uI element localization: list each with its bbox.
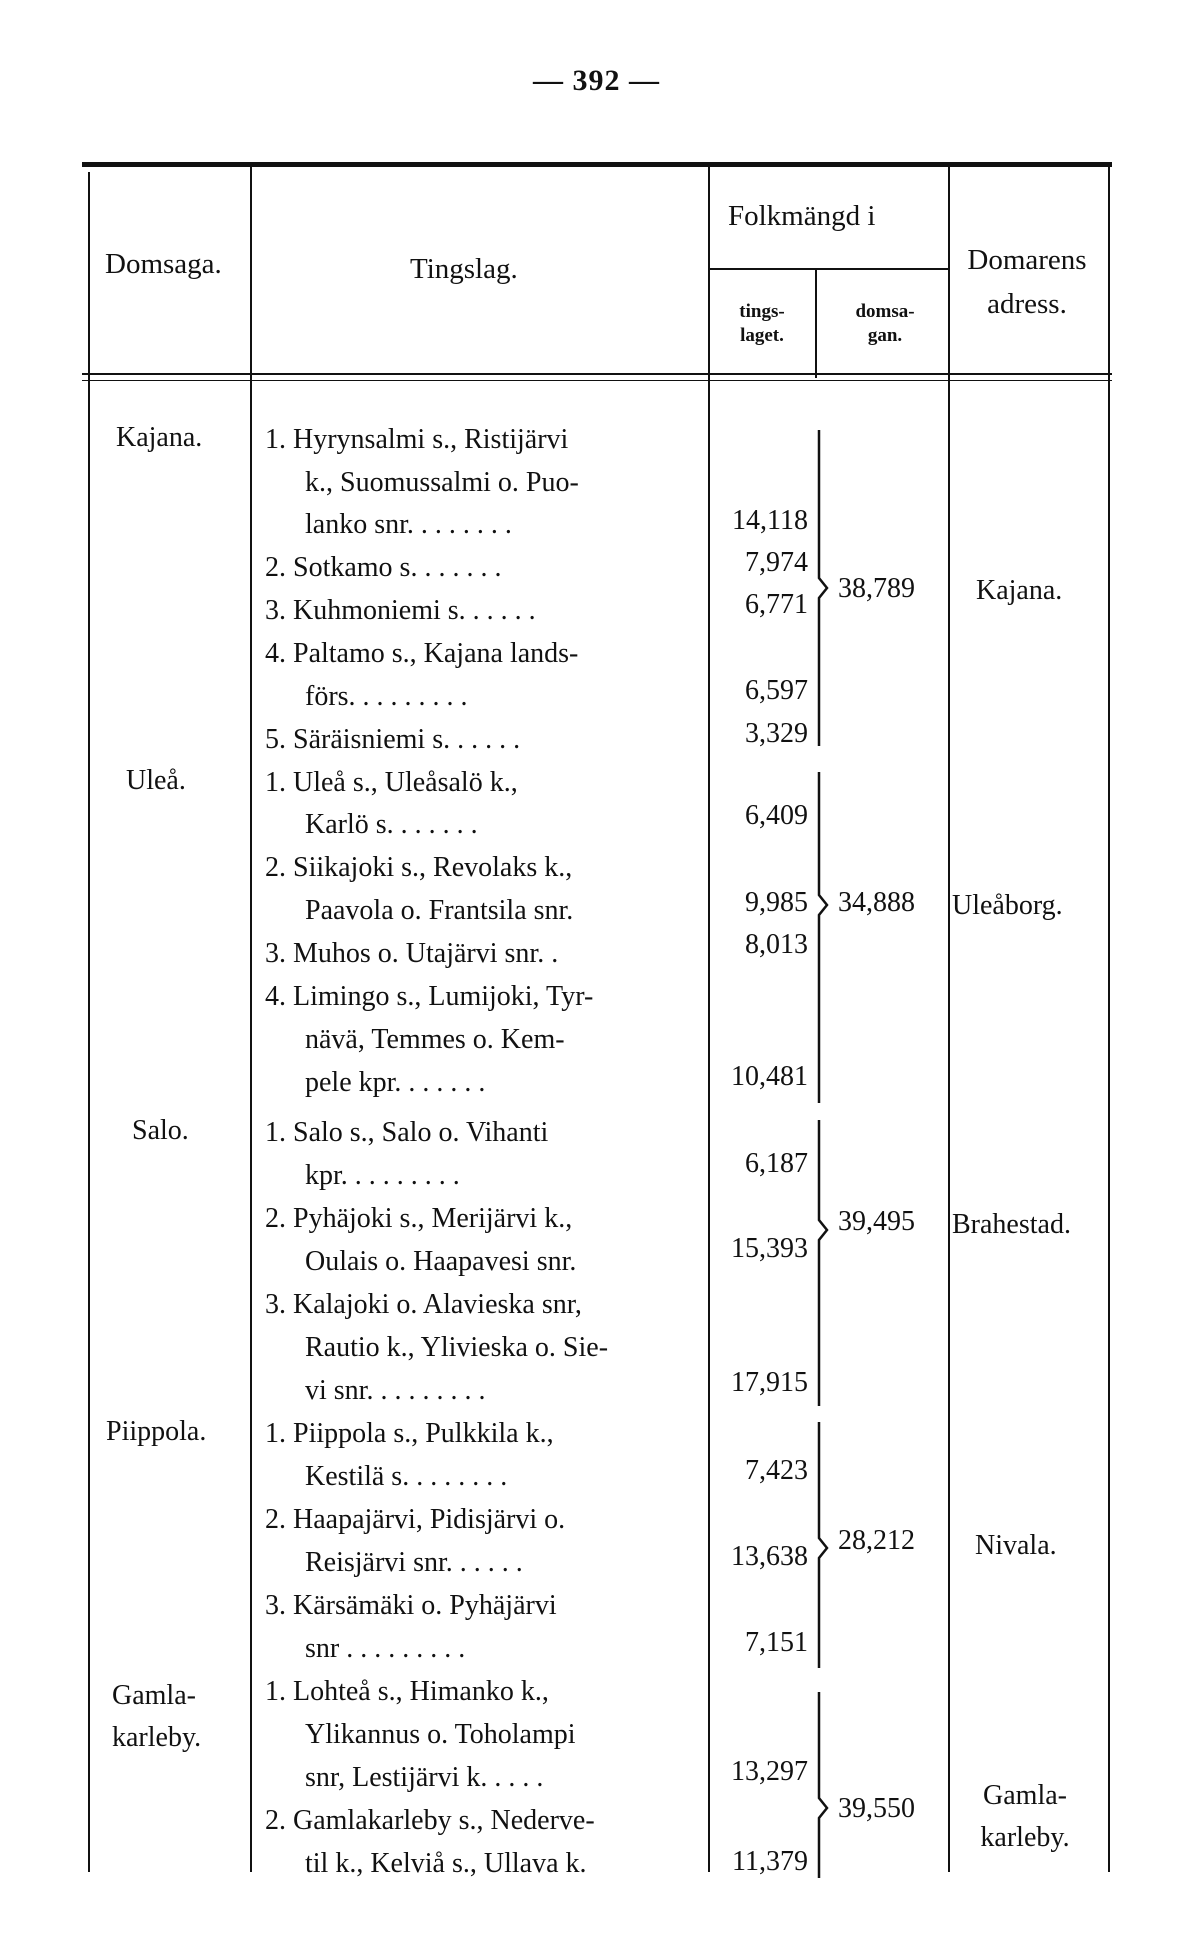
group-brace <box>815 428 831 748</box>
header-tingslaget: tings- laget. <box>739 301 785 346</box>
tingslag-line: 4. Limingo s., Lumijoki, Tyr- <box>265 981 594 1012</box>
domsaga-total: 34,888 <box>838 887 915 918</box>
col-rule-domsagan <box>948 167 950 1872</box>
group-brace <box>815 770 831 1105</box>
tingslag-line: 5. Säräisniemi s. . . . . . <box>265 724 521 755</box>
tingslag-line: förs. . . . . . . . . <box>305 681 468 712</box>
tingslag-population: 9,985 <box>745 887 808 918</box>
domsaga-name: Piippola. <box>106 1416 207 1447</box>
tingslag-population: 10,481 <box>731 1061 808 1092</box>
group-brace <box>815 1118 831 1408</box>
header-domarens-adress: Domarens adress. <box>967 244 1087 320</box>
tingslag-line: vi snr. . . . . . . . . <box>305 1375 486 1406</box>
col-rule-left <box>88 172 90 1872</box>
tingslag-population: 6,409 <box>745 800 808 831</box>
header-bottom-rule <box>82 373 1112 375</box>
tingslag-line: snr, Lestijärvi k. . . . . <box>305 1762 544 1793</box>
domsaga-total: 39,550 <box>838 1793 915 1824</box>
tingslag-line: nävä, Temmes o. Kem- <box>305 1024 565 1055</box>
tingslag-line: 2. Gamlakarleby s., Nederve- <box>265 1805 595 1836</box>
tingslag-line: lanko snr. . . . . . . . <box>305 509 512 540</box>
tingslag-line: Kestilä s. . . . . . . . <box>305 1461 508 1492</box>
domarens-adress: Kajana. <box>976 575 1063 606</box>
domsaga-name: Uleå. <box>126 765 186 796</box>
tingslag-line: Rautio k., Ylivieska o. Sie- <box>305 1332 609 1363</box>
tingslag-population: 6,187 <box>745 1148 808 1179</box>
col-rule-tingslaget <box>815 270 817 378</box>
domarens-adress: Nivala. <box>975 1530 1057 1561</box>
tingslag-line: Ylikannus o. Toholampi <box>305 1719 576 1750</box>
tingslag-population: 6,597 <box>745 675 808 706</box>
tingslag-population: 3,329 <box>745 718 808 749</box>
col-rule-tingslag <box>708 167 710 1872</box>
tingslag-population: 7,151 <box>745 1627 808 1658</box>
tingslag-line: 3. Kärsämäki o. Pyhäjärvi <box>265 1590 557 1621</box>
tingslag-population: 7,974 <box>745 547 808 578</box>
tingslag-population: 8,013 <box>745 929 808 960</box>
tingslag-line: 2. Sotkamo s. . . . . . . <box>265 552 502 583</box>
tingslag-line: 2. Siikajoki s., Revolaks k., <box>265 852 573 883</box>
tingslag-line: snr . . . . . . . . . <box>305 1633 466 1664</box>
table-top-rule <box>82 162 1112 167</box>
tingslag-line: 4. Paltamo s., Kajana lands- <box>265 638 579 669</box>
tingslag-line: k., Suomussalmi o. Puo- <box>305 467 579 498</box>
group-brace <box>815 1420 831 1670</box>
tingslag-line: Reisjärvi snr. . . . . . <box>305 1547 523 1578</box>
header-folkmangd: Folkmängd i <box>728 200 876 232</box>
tingslag-population: 17,915 <box>731 1367 808 1398</box>
tingslag-line: 1. Lohteå s., Himanko k., <box>265 1676 549 1707</box>
tingslag-line: 1. Uleå s., Uleåsalö k., <box>265 767 518 798</box>
tingslag-population: 11,379 <box>732 1846 808 1877</box>
folkmangd-sub-rule <box>710 268 950 270</box>
tingslag-line: 2. Haapajärvi, Pidisjärvi o. <box>265 1504 566 1535</box>
tingslag-line: 3. Kuhmoniemi s. . . . . . <box>265 595 536 626</box>
domarens-adress: Uleåborg. <box>952 890 1063 921</box>
tingslag-population: 7,423 <box>745 1455 808 1486</box>
domsaga-total: 39,495 <box>838 1206 915 1237</box>
domsaga-total: 38,789 <box>838 573 915 604</box>
tingslag-line: 3. Kalajoki o. Alavieska snr, <box>265 1289 582 1320</box>
tingslag-line: Paavola o. Frantsila snr. <box>305 895 574 926</box>
tingslag-line: 1. Salo s., Salo o. Vihanti <box>265 1117 549 1148</box>
domarens-adress: Gamla- karleby. <box>980 1780 1070 1853</box>
header-tingslag: Tingslag. <box>410 253 518 285</box>
tingslag-line: 2. Pyhäjoki s., Merijärvi k., <box>265 1203 573 1234</box>
tingslag-line: til k., Kelviå s., Ullava k. <box>305 1848 587 1879</box>
group-brace <box>815 1690 831 1880</box>
tingslag-line: 1. Piippola s., Pulkkila k., <box>265 1418 554 1449</box>
domsaga-name: Salo. <box>132 1115 189 1146</box>
tingslag-line: Oulais o. Haapavesi snr. <box>305 1246 577 1277</box>
tingslag-line: 1. Hyrynsalmi s., Ristijärvi <box>265 424 569 455</box>
domsaga-name: Gamla- karleby. <box>112 1680 202 1753</box>
tingslag-population: 13,297 <box>731 1756 808 1787</box>
page-number: — 392 — <box>533 64 660 97</box>
tingslag-population: 6,771 <box>745 589 808 620</box>
domarens-adress: Brahestad. <box>952 1209 1071 1240</box>
domsaga-name: Kajana. <box>116 422 203 453</box>
col-rule-domsaga <box>250 167 252 1872</box>
tingslag-population: 14,118 <box>732 505 808 536</box>
domsaga-total: 28,212 <box>838 1525 915 1556</box>
tingslag-line: pele kpr. . . . . . . <box>305 1067 486 1098</box>
tingslag-line: kpr. . . . . . . . . <box>305 1160 460 1191</box>
tingslag-line: Karlö s. . . . . . . <box>305 809 478 840</box>
tingslag-line: 3. Muhos o. Utajärvi snr. . <box>265 938 559 969</box>
col-rule-right <box>1108 167 1110 1872</box>
tingslag-population: 15,393 <box>731 1233 808 1264</box>
header-domsaga: Domsaga. <box>105 248 222 280</box>
tingslag-population: 13,638 <box>731 1541 808 1572</box>
header-domsagan: domsa- gan. <box>855 301 915 346</box>
header-bottom-rule-2 <box>82 380 1112 381</box>
